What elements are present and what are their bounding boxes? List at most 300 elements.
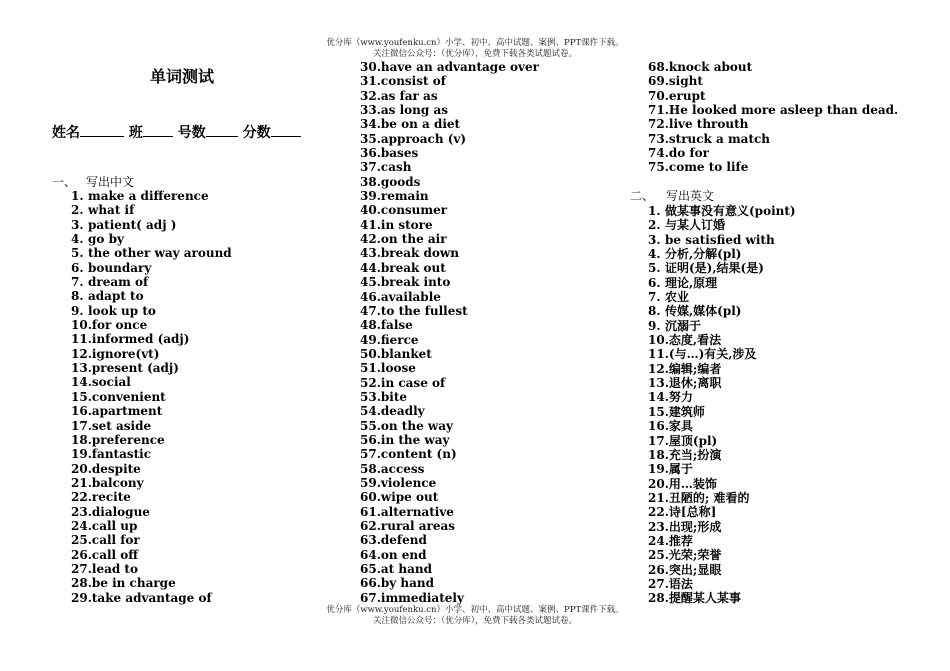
item-number: 37. [360,160,381,175]
list-item [360,160,539,174]
footer-line-2: 关注微信公众号：（优分库），免费下载各类试题试卷。 [372,616,577,626]
item-number: 25. [71,533,92,548]
vocab-list-chinese-part-2 [360,60,539,605]
list-item [71,419,232,433]
item-number: 14. [71,375,92,390]
item-number: 5. [648,261,661,276]
item-number: 25. [648,548,669,563]
item-number: 32. [360,88,381,103]
item-text: lead to [91,561,138,576]
item-text: on the air [380,232,447,247]
list-item [648,419,796,433]
list-item [360,232,539,246]
item-text: deadly [380,404,425,419]
list-item [648,534,796,548]
item-text: ignore(vt) [91,346,160,361]
item-number: 2. [648,218,661,233]
list-item [360,203,539,217]
list-item [71,591,232,605]
list-item [648,548,796,562]
item-number: 27. [648,576,669,591]
item-number: 4. [648,247,661,262]
item-number: 38. [360,174,381,189]
item-number: 29. [71,590,92,605]
list-item [71,490,232,504]
item-text: break into [380,275,451,290]
vocab-list-chinese-part-1 [71,189,232,605]
item-number: 12. [71,346,92,361]
list-item [648,233,796,247]
item-text: false [380,318,413,333]
list-item [360,290,539,304]
item-number: 46. [360,289,381,304]
item-text: 丑陋的; 难看的 [668,490,750,505]
list-item [648,505,796,519]
list-item [360,404,539,418]
item-text: 光荣;荣誉 [668,548,722,563]
list-item [648,74,898,88]
item-text: (与…)有关,涉及 [668,347,757,362]
item-number: 70. [648,88,669,103]
list-item [648,146,898,160]
item-number: 3. [648,232,661,247]
list-item [648,103,898,117]
item-number: 22. [71,490,92,505]
item-number: 65. [360,562,381,577]
item-text: fierce [380,332,419,347]
item-text: apartment [91,404,163,419]
item-number: 54. [360,404,381,419]
item-number: 2. [71,203,84,218]
item-text: break out [380,260,446,275]
class-label: 班 [128,125,143,141]
list-item [71,462,232,476]
list-item [648,390,796,404]
item-text: blanket [380,346,432,361]
list-item [360,189,539,203]
item-number: 40. [360,203,381,218]
list-item [360,333,539,347]
item-number: 26. [71,547,92,562]
list-item [648,591,796,605]
item-number: 23. [648,519,669,534]
item-number: 21. [648,490,669,505]
list-item [71,375,232,389]
list-item [360,433,539,447]
item-number: 7. [648,290,661,305]
list-item [648,60,898,74]
list-item [648,405,796,419]
list-item [360,275,539,289]
item-text: bases [380,146,419,161]
list-item [648,261,796,275]
header-line-1: 优分库（www.youfenku.cn）小学、初中、高中试题、案例、PPT课件下载。 [326,38,624,48]
item-number: 5. [71,246,84,261]
item-text: call up [91,518,138,533]
item-text: 努力 [668,390,693,405]
item-number: 50. [360,346,381,361]
item-text: 出现;形成 [668,519,722,534]
list-item [648,276,796,290]
item-text: knock about [668,60,753,74]
list-item [360,419,539,433]
list-item [71,548,232,562]
item-text: in case of [380,375,446,390]
student-info-line [52,122,301,142]
list-item [648,448,796,462]
item-number: 3. [71,217,84,232]
item-text: call for [91,533,140,548]
item-text: rural areas [380,519,456,533]
item-number: 34. [360,117,381,132]
item-text: violence [380,475,437,490]
score-label: 分数 [242,125,271,141]
item-number: 22. [648,505,669,520]
item-number: 58. [360,461,381,476]
section-2-marker: 二、 [630,189,655,203]
item-number: 16. [71,404,92,419]
item-text: come to life [668,160,749,175]
list-item [71,433,232,447]
item-text: what if [88,203,135,218]
item-text: approach (v) [380,131,467,146]
list-item [648,376,796,390]
item-text: 沉溺于 [665,318,702,333]
item-text: bite [380,389,408,404]
list-item [360,462,539,476]
list-item [71,347,232,361]
list-item [360,347,539,361]
list-item [360,89,539,103]
item-number: 51. [360,361,381,376]
section-1-title: 写出中文 [86,175,135,189]
item-number: 8. [648,304,661,319]
list-item [648,333,796,347]
list-item [71,203,232,217]
item-text: in store [380,217,433,232]
item-text: access [380,461,425,476]
item-number: 13. [71,361,92,376]
item-text: look up to [88,303,156,318]
item-text: as long as [380,103,448,118]
list-item [648,218,796,232]
item-text: at hand [380,562,433,577]
item-text: recite [91,490,131,505]
item-text: 证明(是),结果(是) [665,261,764,276]
list-item [360,519,539,533]
list-item [71,390,232,404]
item-number: 61. [360,504,381,519]
list-item [648,347,796,361]
number-blank [206,122,238,137]
list-item [360,591,539,605]
item-number: 26. [648,562,669,577]
list-item [360,246,539,260]
item-number: 24. [71,518,92,533]
item-number: 53. [360,389,381,404]
item-text: 做某事没有意义(point) [665,204,796,218]
item-number: 39. [360,189,381,204]
list-item [360,390,539,404]
item-number: 41. [360,217,381,232]
item-text: by hand [380,576,435,591]
item-number: 52. [360,375,381,390]
item-number: 10. [648,333,669,348]
item-text: dream of [88,275,149,290]
item-text: 屋顶(pl) [668,433,718,448]
list-item [648,577,796,591]
item-text: informed (adj) [91,332,190,347]
item-number: 28. [648,591,669,606]
item-number: 69. [648,74,669,89]
item-number: 66. [360,576,381,591]
item-number: 6. [71,260,84,275]
section-2-title: 写出英文 [666,189,715,203]
item-number: 8. [71,289,84,304]
list-item [71,289,232,303]
list-item [360,74,539,88]
item-text: dialogue [91,504,150,519]
item-number: 18. [71,432,92,447]
list-item [360,505,539,519]
item-number: 11. [71,332,92,347]
item-text: live throuth [668,117,749,132]
footer-line-1: 优分库（www.youfenku.cn）小学、初中、高中试题、案例、PPT课件下载。 [326,605,624,615]
item-text: social [91,375,131,390]
item-text: immediately [380,590,464,605]
list-item [71,246,232,260]
list-item [71,519,232,533]
item-number: 36. [360,146,381,161]
item-number: 35. [360,131,381,146]
list-item [71,304,232,318]
item-text: balcony [91,475,144,490]
list-item [71,476,232,490]
item-text: present (adj) [91,361,179,376]
item-number: 30. [360,60,381,74]
list-item [360,117,539,131]
item-text: call off [91,547,139,562]
list-item [360,175,539,189]
item-number: 42. [360,232,381,247]
header-line-2: 关注微信公众号：（优分库），免费下载各类试题试卷。 [372,49,577,59]
item-text: be in charge [91,576,176,591]
list-item [71,505,232,519]
list-item [360,60,539,74]
page-header [0,38,950,60]
item-text: 编辑;编者 [668,361,722,376]
item-number: 15. [648,404,669,419]
list-item [648,319,796,333]
item-number: 75. [648,160,669,175]
list-item [648,491,796,505]
item-text: adapt to [88,289,144,304]
item-number: 11. [648,347,669,362]
item-number: 56. [360,432,381,447]
item-number: 20. [648,476,669,491]
list-item [360,261,539,275]
item-number: 44. [360,260,381,275]
item-text: the other way around [88,246,232,261]
list-item [648,563,796,577]
item-text: set aside [91,418,152,433]
item-text: fantastic [91,447,152,462]
item-number: 74. [648,146,669,161]
list-item [71,447,232,461]
list-item [648,89,898,103]
list-item [71,562,232,576]
list-item [360,476,539,490]
item-number: 63. [360,533,381,548]
item-number: 9. [71,303,84,318]
item-text: do for [668,146,709,161]
item-text: for once [91,318,148,333]
item-text: defend [380,533,427,548]
item-number: 19. [71,447,92,462]
list-item [360,146,539,160]
item-text: patient( adj ) [88,217,177,232]
list-item [648,204,796,218]
item-text: 传媒,媒体(pl) [665,304,742,319]
list-item [71,332,232,346]
list-item [360,376,539,390]
item-number: 19. [648,462,669,477]
item-number: 45. [360,275,381,290]
list-item [71,218,232,232]
item-number: 64. [360,547,381,562]
item-text: have an advantage over [380,60,539,74]
class-blank [143,122,173,137]
item-number: 7. [71,275,84,290]
item-number: 59. [360,475,381,490]
item-number: 48. [360,318,381,333]
item-text: 属于 [668,462,693,477]
item-text: be satisfied with [665,232,775,247]
item-text: He looked more asleep than dead. [668,103,899,118]
item-number: 57. [360,447,381,462]
item-number: 20. [71,461,92,476]
list-item [71,404,232,418]
list-item [360,447,539,461]
item-text: make a difference [88,189,209,203]
item-text: break down [380,246,459,261]
score-blank [271,122,301,137]
list-item [71,261,232,275]
vocab-list-chinese-part-3 [648,60,898,175]
list-item [648,362,796,376]
item-text: remain [380,189,429,204]
item-text: sight [668,74,703,89]
item-text: on the way [380,418,453,433]
item-text: 用…装饰 [668,476,717,491]
item-number: 33. [360,103,381,118]
list-item [648,304,796,318]
item-text: preference [91,432,165,447]
item-number: 71. [648,103,669,118]
item-text: erupt [668,88,706,103]
item-text: go by [88,232,124,247]
item-text: consist of [380,74,446,89]
list-item [360,562,539,576]
list-item [71,361,232,375]
section-2-heading [630,189,714,203]
item-text: to the fullest [380,303,468,318]
name-label: 姓名 [52,125,80,141]
list-item [648,462,796,476]
item-text: content (n) [380,447,457,462]
item-number: 72. [648,117,669,132]
item-number: 14. [648,390,669,405]
item-text: 诗[总称] [668,505,717,520]
item-number: 73. [648,131,669,146]
item-number: 6. [648,275,661,290]
item-text: despite [91,461,141,476]
item-text: in the way [380,432,450,447]
item-number: 17. [71,418,92,433]
item-number: 16. [648,419,669,434]
item-number: 62. [360,519,381,533]
item-text: as far as [380,88,438,103]
item-text: take advantage of [91,590,212,605]
item-text: on end [380,547,427,562]
number-label: 号数 [177,125,206,141]
item-text: cash [380,160,412,175]
item-text: 退休;离职 [668,376,722,391]
item-number: 13. [648,376,669,391]
list-item [360,576,539,590]
list-item [648,477,796,491]
item-text: struck a match [668,131,771,146]
item-text: 建筑师 [668,404,705,419]
item-number: 12. [648,361,669,376]
item-text: 农业 [665,290,690,305]
item-number: 55. [360,418,381,433]
list-item [648,434,796,448]
section-1-heading [52,175,134,189]
list-item [360,490,539,504]
item-number: 18. [648,447,669,462]
item-number: 67. [360,590,381,605]
list-item [360,533,539,547]
list-item [648,247,796,261]
item-text: 提醒某人某事 [668,591,741,606]
item-text: 家具 [668,419,693,434]
item-number: 1. [648,204,661,218]
list-item [71,232,232,246]
item-text: 理论,原理 [665,275,718,290]
list-item [71,318,232,332]
list-item [648,132,898,146]
item-text: 推荐 [668,533,693,548]
list-item [360,218,539,232]
item-text: 分析,分解(pl) [665,247,742,262]
item-text: available [380,289,441,304]
item-text: 态度,看法 [668,333,722,348]
item-text: boundary [88,260,152,275]
item-number: 49. [360,332,381,347]
item-text: alternative [380,504,454,519]
item-text: goods [380,174,421,189]
list-item [648,520,796,534]
item-text: 突出;显眼 [668,562,722,577]
item-number: 15. [71,389,92,404]
item-number: 4. [71,232,84,247]
list-item [360,361,539,375]
item-text: be on a diet [380,117,461,132]
item-number: 9. [648,318,661,333]
item-number: 27. [71,561,92,576]
item-text: convenient [91,389,166,404]
